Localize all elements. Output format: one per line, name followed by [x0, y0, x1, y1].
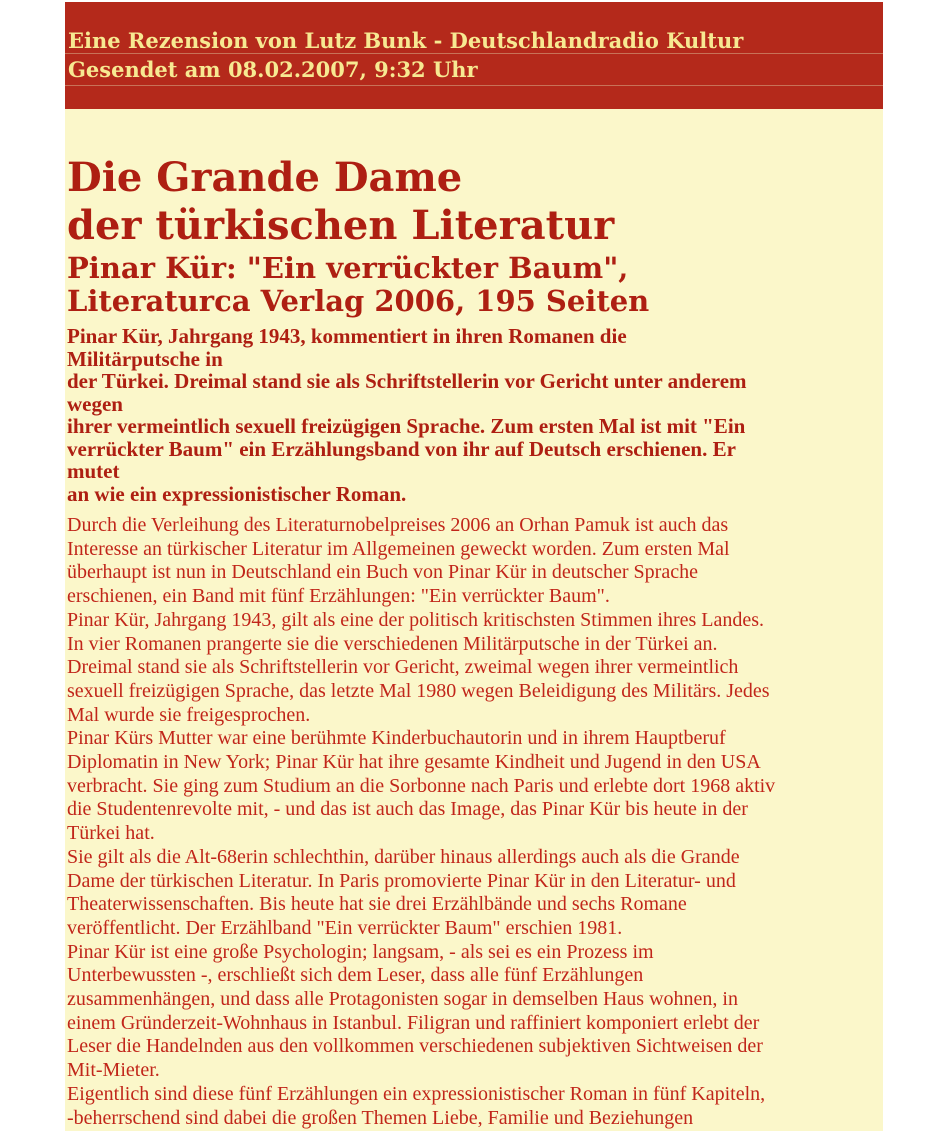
text-line: In vier Romanen prangerte sie die verschiedenen Militärputsche in der Türkei an.	[67, 632, 718, 655]
article-subtitle	[67, 252, 883, 318]
article-body	[67, 514, 883, 1130]
paragraph	[67, 846, 883, 941]
text-line: ihrer vermeintlich sexuell freizügigen Sprache. Zum ersten Mal ist mit "Ein	[67, 414, 746, 438]
paragraph	[67, 727, 883, 846]
text-line: Mit-Mieter.	[67, 1059, 160, 1082]
text-line: Mal wurde sie freigesprochen.	[67, 703, 311, 726]
text-line: überhaupt ist nun in Deutschland ein Buch von Pinar Kür in deutscher Sprache	[67, 561, 698, 584]
text-line: Militärputsche in	[67, 346, 223, 371]
text-line: zusammenhängen, und dass alle Protagonisten sogar in demselben Haus wohnen, in	[67, 988, 738, 1011]
paragraph	[67, 941, 883, 1083]
text-line: Diplomatin in New York; Pinar Kür hat ihre gesamte Kindheit und Jugend in den USA	[67, 751, 761, 774]
text-line: Pinar Kür, Jahrgang 1943, gilt als eine der politisch kritischsten Stimmen ihres Landes.	[67, 608, 765, 631]
text-line: Pinar Kür: "Ein verrückter Baum",	[67, 251, 629, 285]
text-line: der Türkei. Dreimal stand sie als Schriftstellerin vor Gericht unter anderem	[67, 369, 747, 393]
text-line: Dame der türkischen Literatur. In Paris promovierte Pinar Kür in den Literatur- und	[67, 869, 736, 892]
text-line: wegen	[67, 391, 123, 416]
text-line: verbracht. Sie ging zum Studium an die Sorbonne nach Paris und erlebte dort 1968 aktiv	[67, 774, 776, 797]
text-line: an wie ein expressionistischer Roman.	[67, 481, 407, 506]
text-line: Unterbewussten -, erschließt sich dem Leser, dass alle fünf Erzählungen	[67, 964, 644, 987]
text-line: Dreimal stand sie als Schriftstellerin vor Gericht, zweimal wegen ihrer vermeintlich	[67, 656, 739, 679]
text-line: der türkischen Literatur	[67, 202, 615, 249]
review-byline: Eine Rezension von Lutz Bunk - Deutschlandradio Kultur	[68, 28, 744, 53]
article-title	[67, 154, 883, 250]
text-line: Pinar Kürs Mutter war eine berühmte Kinderbuchautorin und in ihrem Hauptberuf	[67, 727, 726, 750]
text-line: Sie gilt als die Alt-68erin schlechthin, darüber hinaus allerdings auch als die Grande	[67, 845, 740, 868]
text-line: die Studentenrevolte mit, - und das ist auch das Image, das Pinar Kür bis heute in der	[67, 798, 748, 821]
text-line: verrückter Baum" ein Erzählungsband von ihr auf Deutsch erschienen. Er	[67, 436, 736, 461]
text-line: -beherrschend sind dabei die großen Themen Liebe, Familie und Beziehungen	[67, 1106, 694, 1129]
text-line: Durch die Verleihung des Literaturnobelpreises 2006 an Orhan Pamuk ist auch das	[67, 514, 729, 536]
text-line: Türkei hat.	[67, 822, 155, 845]
banner-spacer	[65, 85, 883, 109]
paragraph	[67, 1083, 883, 1130]
text-line: einem Gründerzeit-Wohnhaus in Istanbul. Filigran und raffiniert komponiert erlebt der	[67, 1011, 760, 1034]
text-line: Pinar Kür ist eine große Psychologin; langsam, - als sei es ein Prozess im	[67, 940, 654, 963]
text-line: veröffentlicht. Der Erzählband "Ein verrückter Baum" erschien 1981.	[67, 916, 623, 939]
paragraph	[67, 514, 883, 609]
text-line: mutet	[67, 459, 120, 483]
article	[65, 109, 883, 1131]
paragraph	[67, 609, 883, 728]
text-line: Literaturca Verlag 2006, 195 Seiten	[67, 284, 650, 318]
banner-row-date	[65, 53, 883, 85]
text-line: Pinar Kür, Jahrgang 1943, kommentiert in ihren Romanen die	[67, 324, 627, 348]
broadcast-date: Gesendet am 08.02.2007, 9:32 Uhr	[68, 57, 478, 82]
text-line: Theaterwissenschaften. Bis heute hat sie drei Erzählbände und sechs Romane	[67, 893, 687, 916]
article-lead	[67, 325, 883, 505]
text-line: Die Grande Dame	[67, 154, 463, 201]
banner-row-byline	[65, 2, 883, 53]
text-line: Leser die Handelnden aus den vollkommen verschiedenen subjektiven Sichtweisen der	[67, 1035, 763, 1058]
text-line: Eigentlich sind diese fünf Erzählungen ein expressionistischer Roman in fünf Kapiteln,	[67, 1082, 766, 1105]
text-line: Interesse an türkischer Literatur im Allgemeinen geweckt worden. Zum ersten Mal	[67, 537, 730, 560]
review-banner	[65, 2, 883, 109]
text-line: erschienen, ein Band mit fünf Erzählungen: "Ein verrückter Baum".	[67, 585, 610, 608]
text-line: sexuell freizügigen Sprache, das letzte Mal 1980 wegen Beleidigung des Militärs. Jedes	[67, 679, 770, 702]
